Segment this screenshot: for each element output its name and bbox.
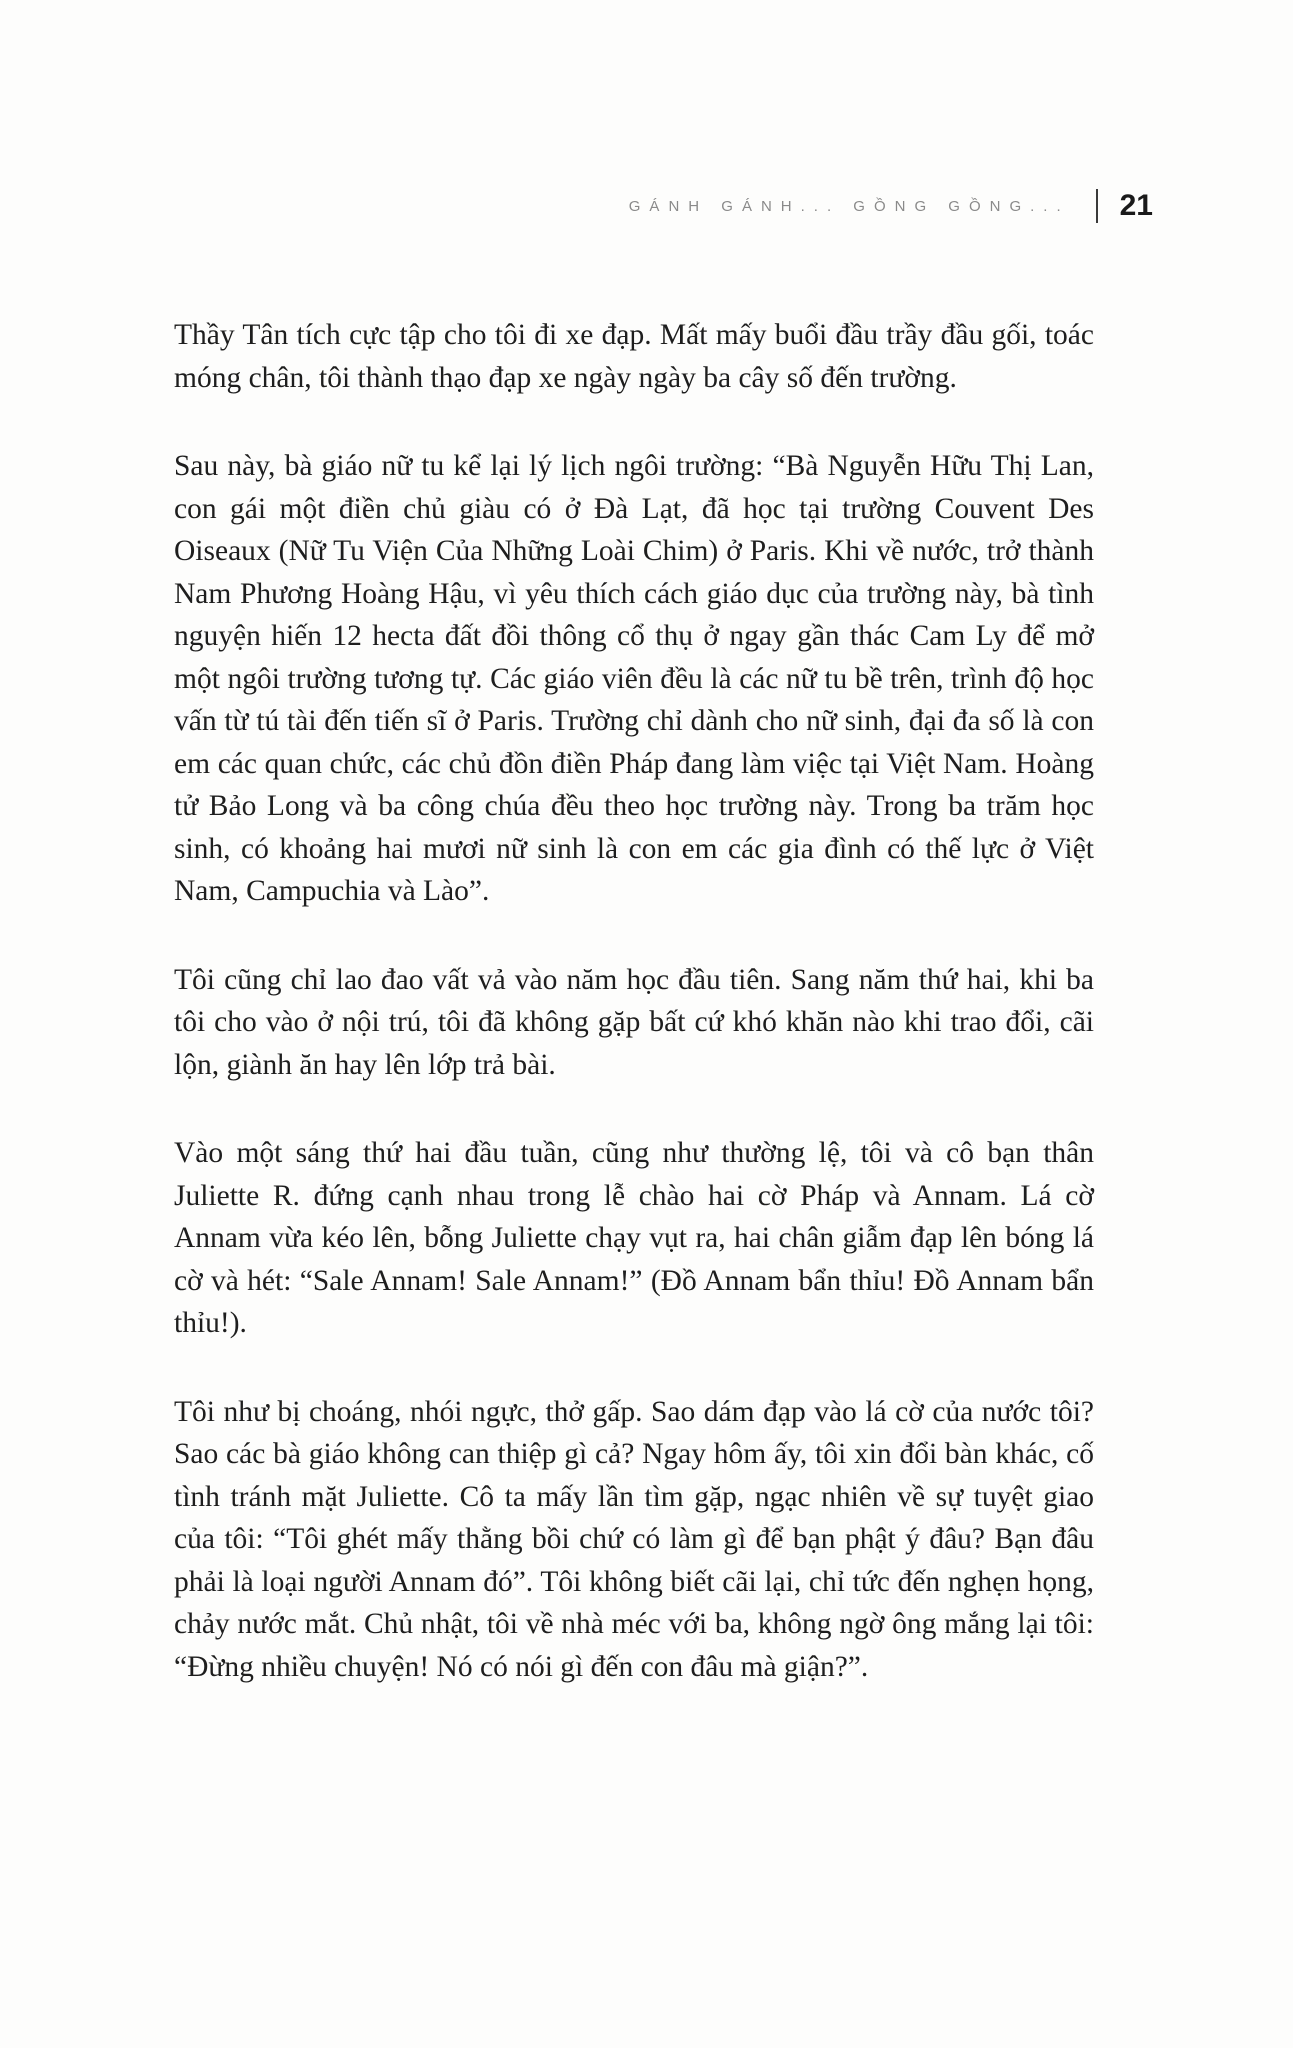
- paragraph-1: Thầy Tân tích cực tập cho tôi đi xe đạp. Mất mấy buổi đầu trầy đầu gối, toác móng chân, tôi thành thạo đạp xe ngày ngày ba cây số đến trường.: [174, 319, 1094, 394]
- body-text: [174, 314, 1094, 1734]
- header-divider: [1096, 189, 1098, 223]
- page-number: 21: [1119, 189, 1153, 222]
- paragraph-2: Sau này, bà giáo nữ tu kể lại lý lịch ngôi trường: “Bà Nguyễn Hữu Thị Lan, con gái một điền chủ giàu có ở Đà Lạt, đã học tại trường Couvent Des Oiseaux (Nữ Tu Viện Của Những Loài Chim) ở Paris. Khi về nước, trở thành Nam Phương Hoàng Hậu, vì yêu thích cách giáo dục của trường này, bà tình nguyện hiến 12 hecta đất đồi thông cổ thụ ở ngay gần thác Cam Ly để mở một ngôi trường tương tự. Các giáo viên đều là các nữ tu bề trên, trình độ học vấn từ tú tài đến tiến sĩ ở Paris. Trường chỉ dành cho nữ sinh, đại đa số là con em các quan chức, các chủ đồn điền Pháp đang làm việc tại Việt Nam. Hoàng tử Bảo Long và ba công chúa đều theo học trường này. Trong ba trăm học sinh, có khoảng hai mươi nữ sinh là con em các gia đình có thế lực ở Việt Nam, Campuchia và Lào”.: [174, 450, 1094, 907]
- paragraph-3: Tôi cũng chỉ lao đao vất vả vào năm học đầu tiên. Sang năm thứ hai, khi ba tôi cho vào ở nội trú, tôi đã không gặp bất cứ khó khăn nào khi trao đổi, cãi lộn, giành ăn hay lên lớp trả bài.: [174, 963, 1094, 1081]
- paragraph-4: Vào một sáng thứ hai đầu tuần, cũng như thường lệ, tôi và cô bạn thân Juliette R. đứng cạnh nhau trong lễ chào hai cờ Pháp và Annam. Lá cờ Annam vừa kéo lên, bỗng Juliette chạy vụt ra, hai chân giẫm đạp lên bóng lá cờ và hét: “Sale Annam! Sale Annam!” (Đồ Annam bẩn thỉu! Đồ Annam bẩn thỉu!).: [174, 1137, 1094, 1339]
- running-header: [629, 180, 1153, 232]
- running-title: GÁNH GÁNH... GỒNG GỒNG...: [628, 197, 1070, 215]
- paragraph-5: Tôi như bị choáng, nhói ngực, thở gấp. Sao dám đạp vào lá cờ của nước tôi? Sao các bà giáo không can thiệp gì cả? Ngay hôm ấy, tôi xin đổi bàn khác, cố tình tránh mặt Juliette. Cô ta mấy lần tìm gặp, ngạc nhiên về sự tuyệt giao của tôi: “Tôi ghét mấy thằng bồi chứ có làm gì để bạn phật ý đâu? Bạn đâu phải là loại người Annam đó”. Tôi không biết cãi lại, chỉ tức đến nghẹn họng, chảy nước mắt. Chủ nhật, tôi về nhà méc với ba, không ngờ ông mắng lại tôi: “Đừng nhiều chuyện! Nó có nói gì đến con đâu mà giận?”.: [174, 1395, 1094, 1683]
